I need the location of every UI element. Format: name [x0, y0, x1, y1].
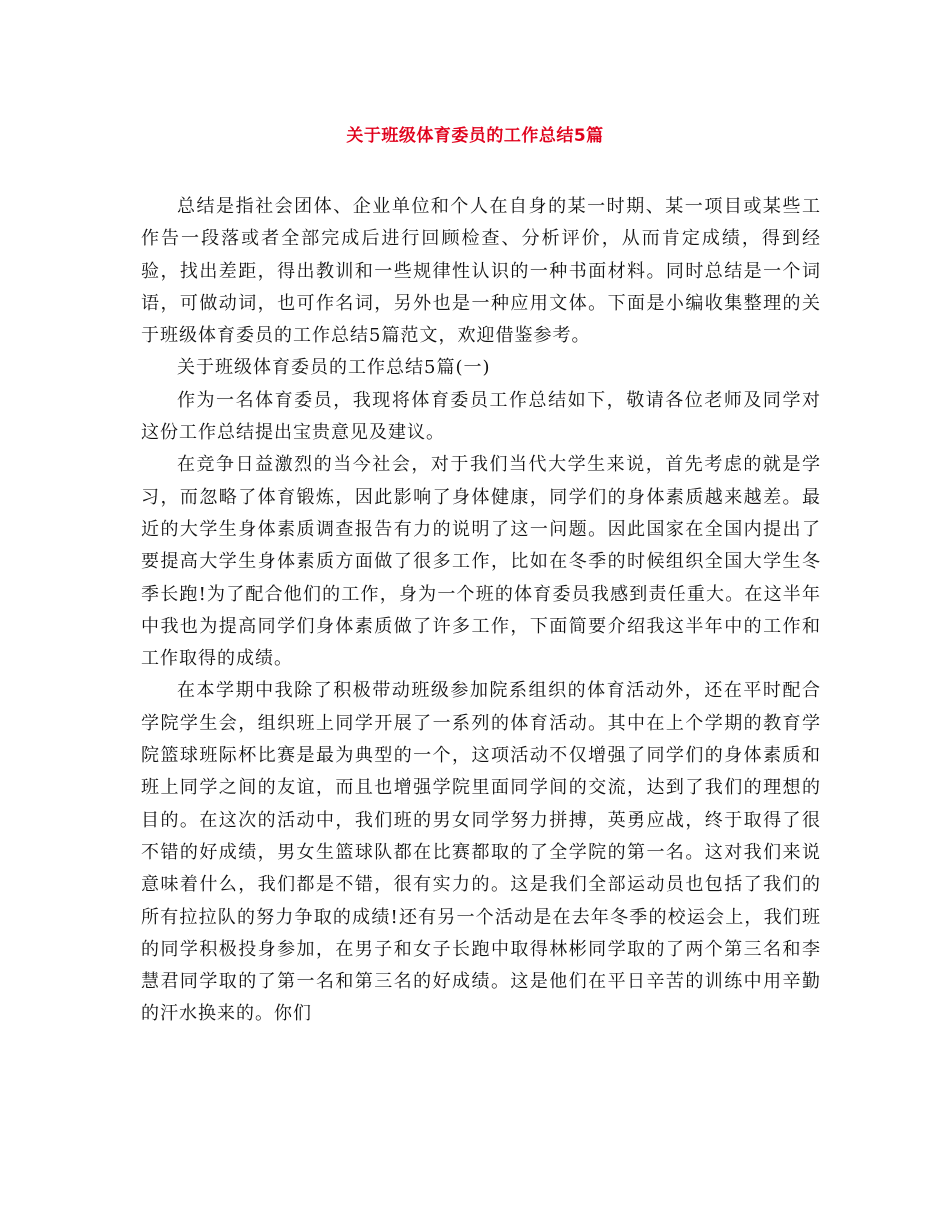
body-paragraph: 在竞争日益激烈的当今社会，对于我们当代大学生来说，首先考虑的就是学习，而忽略了体育锻炼，因此影响了身体健康，同学们的身体素质越来越差。最近的大学生身体素质调查报告有力的说明了这一问题。因此国家在全国内提出了要提高大学生身体素质方面做了很多工作，比如在冬季的时候组织全国大学生冬季长跑!为了配合他们的工作，身为一个班的体育委员我感到责任重大。在这半年中我也为提高同学们身体素质做了许多工作，下面简要介绍我这半年中的工作和工作取得的成绩。: [141, 454, 821, 670]
section-heading: 关于班级体育委员的工作总结5篇(一): [177, 357, 491, 379]
intro-paragraph: 总结是指社会团体、企业单位和个人在自身的某一时期、某一项目或某些工作告一段落或者全部完成后进行回顾检查、分析评价，从而肯定成绩，得到经验，找出差距，得出教训和一些规律性认识的一种书面材料。同时总结是一个词语，可做动词，也可作名词，另外也是一种应用文体。下面是小编收集整理的关于班级体育委员的工作总结5篇范文，欢迎借鉴参考。: [141, 196, 821, 347]
document-title: 关于班级体育委员的工作总结5篇: [346, 126, 604, 146]
body-paragraph: 在本学期中我除了积极带动班级参加院系组织的体育活动外，还在平时配合学院学生会，组织班上同学开展了一系列的体育活动。其中在上个学期的教育学院篮球班际杯比赛是最为典型的一个，这项活动不仅增强了同学们的身体素质和班上同学之间的友谊，而且也增强学院里面同学间的交流，达到了我们的理想的目的。在这次的活动中，我们班的男女同学努力拼搏，英勇应战，终于取得了很不错的好成绩，男女生篮球队都在比赛都取的了全学院的第一名。这对我们来说意味着什么，我们都是不错，很有实力的。这是我们全部运动员也包括了我们的所有拉拉队的努力争取的成绩!还有另一个活动是在去年冬季的校运会上，我们班的同学积极投身参加，在男子和女子长跑中取得林彬同学取的了两个第三名和李慧君同学取的了第一名和第三名的好成绩。这是他们在平日辛苦的训练中用辛勤的汗水换来的。你们: [141, 680, 821, 1025]
document-body: [141, 191, 821, 1031]
body-paragraph: 作为一名体育委员，我现将体育委员工作总结如下，敬请各位老师及同学对这份工作总结提出宝贵意见及建议。: [141, 389, 821, 444]
